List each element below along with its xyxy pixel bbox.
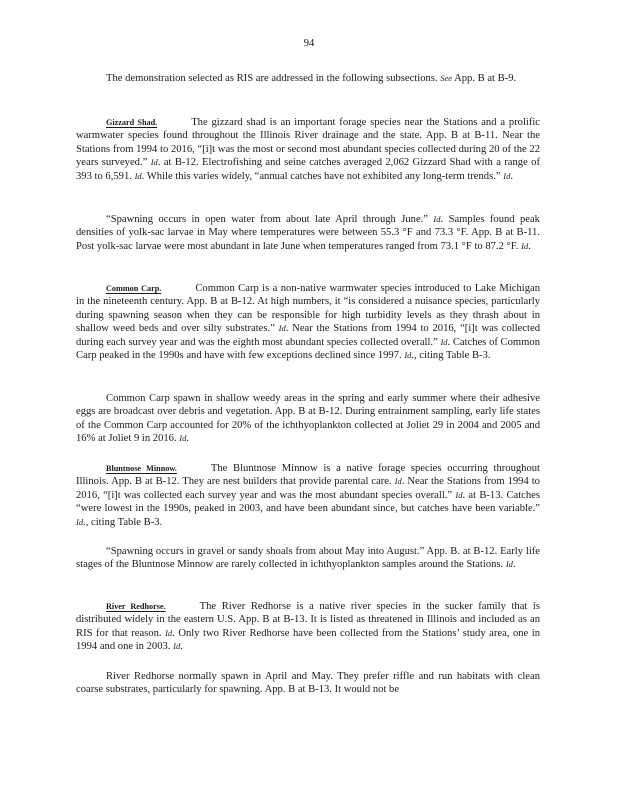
carp-paragraph-2 — [76, 392, 540, 446]
minnow-p1-text-c: . at B-13. Catches “were lowest in the 1990s, peaked in 2003, and have been abundant since, but catches have been variable.” — [76, 489, 540, 515]
gizzard-p1-text-d: . — [510, 170, 513, 182]
carp-p1-cite-3: Id — [404, 350, 412, 361]
redhorse-p1-text-a: The River Redhorse is a native river species in the sucker family that is distributed widely in the eastern U.S. App. B at B-13. It is listed as threatened in Illinois and included as an RIS for that reason. — [76, 601, 540, 639]
carp-p2-cite-1: Id — [179, 433, 187, 444]
intro-tail: App. B at B-9. — [454, 73, 517, 84]
gizzard-paragraph-2 — [76, 213, 540, 253]
gizzard-p2-text-c: . — [528, 240, 531, 252]
redhorse-p1-text-b: . Only two River Redhorse have been collected from the Stations’ study area, one in 1994 and one in 2003. — [76, 627, 540, 653]
gizzard-p2-cite-2: Id — [521, 240, 529, 251]
minnow-p2-cite-1: Id — [505, 559, 513, 570]
minnow-heading: Bluntnose Minnow. — [106, 464, 177, 473]
redhorse-paragraph-2 — [76, 670, 540, 697]
minnow-p1-cite-3: Id — [76, 516, 84, 527]
redhorse-paragraph-1 — [76, 600, 540, 654]
gizzard-paragraph-1 — [76, 116, 540, 183]
redhorse-p1-cite-1: Id — [165, 627, 173, 638]
redhorse-p1-cite-2: Id — [173, 641, 181, 652]
gizzard-p1-cite-1: Id — [150, 157, 158, 168]
carp-p1-cite-2: Id — [440, 336, 448, 347]
gizzard-p1-cite-2: Id — [134, 170, 142, 181]
gizzard-p1-text-b: . at B-12. Electrofishing and seine catches averaged 2,062 Gizzard Shad with a range of 393 to 6,591. — [76, 157, 541, 182]
redhorse-heading: River Redhorse. — [106, 602, 166, 611]
gizzard-heading: Gizzard Shad. — [106, 118, 158, 127]
minnow-p1-text-d: ., citing Table B-3. — [83, 516, 163, 528]
carp-heading: Common Carp. — [106, 284, 162, 293]
minnow-p1-text-a: The Bluntnose Minnow is a native forage species occurring throughout Illinois. App. B at B-12. They are nest builders that provide parental care. — [76, 463, 540, 488]
intro-paragraph — [76, 72, 540, 85]
gizzard-p2-text-b: . Samples found peak densities of yolk-sac larvae in May where temperatures were between 55.3 °F and 73.3 °F. App. B at B-11. Post yolk-sac larvae were most abundant in late June when temperatures ranged from 73.1 °F to 87.2 °F. — [76, 214, 540, 252]
carp-p2-text-b: . — [186, 433, 190, 445]
minnow-paragraph-2 — [76, 545, 540, 572]
minnow-p2-text-a: “Spawning occurs in gravel or sandy shoals from about May into August.” App. B. at B-12. Early life stages of the Bluntnose Minnow are rarely collected in ichthyoplankton samples around the Stations. — [76, 546, 540, 571]
page-number: 94 — [303, 38, 315, 49]
gizzard-p2-text-a: “Spawning occurs in open water from about late April through June.” — [106, 214, 429, 225]
carp-p1-text-a: Common Carp is a non-native warmwater species introduced to Lake Michigan in the nineteenth century. App. B at B-12. At high numbers, it “is considered a nuisance species, particularly during spawning season when they can be responsible for high turbidity levels as they thrash about in shallow weed beds and over silty substrates.” — [76, 283, 540, 335]
minnow-p1-text-b: . Near the Stations from 1994 to 2016, “[i]t was collected each survey year and was the most abundant species overall.” — [76, 476, 540, 501]
carp-p1-text-b: . Near the Stations from 1994 to 2016, “[i]t was collected during each survey year and was the eighth most abundant species collected overall.” — [76, 323, 540, 348]
carp-p1-cite-1: Id — [278, 323, 286, 334]
minnow-p1-cite-1: Id — [394, 476, 402, 487]
gizzard-p1-cite-3: Id — [503, 170, 511, 181]
gizzard-p1-text-a: The gizzard shad is an important forage species near the Stations and a prolific warmwater species found throughout the Illinois River drainage and the state. App. B at B-11. Near the Stations from 1994 to 2016, “[i]t was the most or second most abundant species collected during 20 of the 22 years surveyed.” — [76, 117, 540, 169]
carp-p1-text-c: . Catches of Common Carp peaked in the 1990s and have with few exceptions declined since 1997. — [76, 336, 540, 362]
intro-text: The demonstration selected as RIS are addressed in the following subsections. — [106, 73, 438, 84]
gizzard-p1-text-c: . While this varies widely, “annual catches have not exhibited any long-term trends.” — [141, 170, 501, 182]
intro-cite: See — [440, 73, 453, 83]
redhorse-p1-text-c: . — [180, 641, 183, 653]
minnow-p1-cite-2: Id — [455, 489, 463, 500]
carp-p1-text-d: ., citing Table B-3. — [411, 350, 491, 362]
minnow-paragraph-1 — [76, 462, 540, 529]
carp-paragraph-1 — [76, 282, 540, 362]
redhorse-p2-text-a: River Redhorse normally spawn in April and May. They prefer riffle and run habitats with clean coarse substrates, particularly for spawning. App. B at B-13. It would not be — [76, 671, 540, 696]
carp-p2-text-a: Common Carp spawn in shallow weedy areas in the spring and early summer where their adhesive eggs are broadcast over debris and vegetation. App. B at B-12. During entrainment sampling, early life states of the Common Carp accounted for 20% of the ichthyoplankton collected at Joliet 29 in 2004 and 2005 and 16% at Joliet 9 in 2016. — [76, 393, 540, 445]
minnow-p2-text-b: . — [512, 559, 516, 571]
gizzard-p2-cite-1: Id — [433, 214, 441, 224]
